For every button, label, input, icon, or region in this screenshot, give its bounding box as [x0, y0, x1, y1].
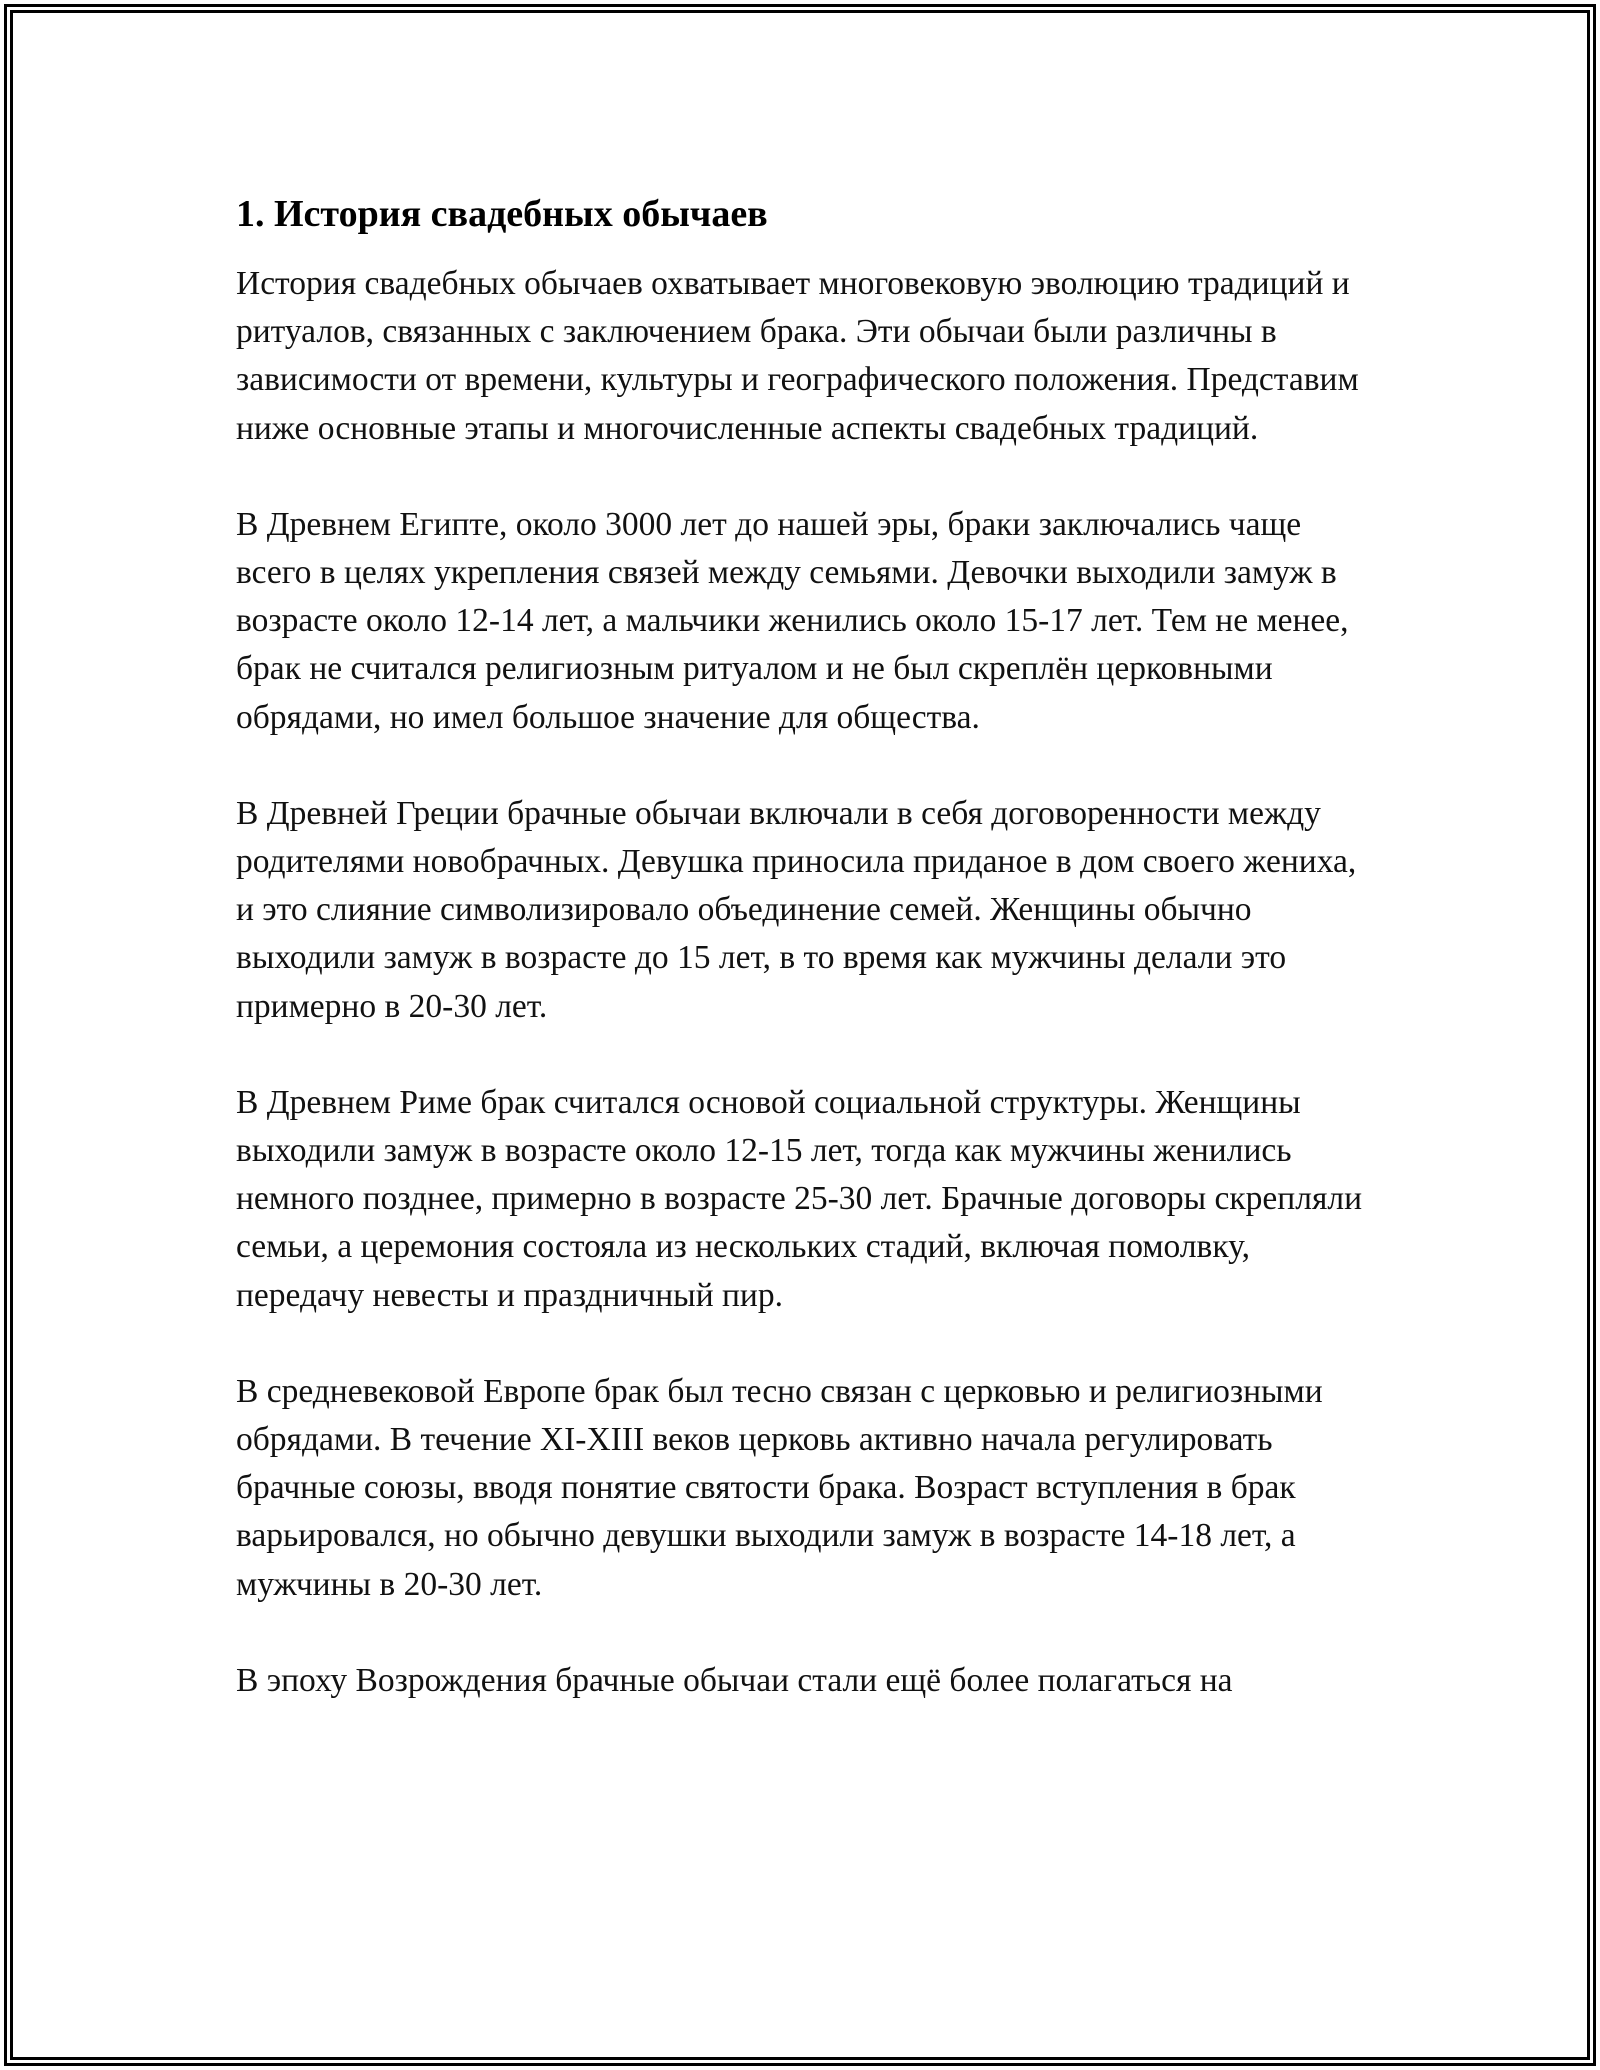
paragraph-renaissance: В эпоху Возрождения брачные обычаи стали ещё более полагаться на — [236, 1661, 1233, 1699]
section-heading: 1. История свадебных обычаев — [236, 193, 768, 235]
paragraph-intro: История свадебных обычаев охватывает многовековую эволюцию традиций и ритуалов, связанных с заключением брака. Эти обычаи были различны в зависимости от времени, культуры и географического положения. Представим ниже основные этапы и многочисленные аспекты свадебных традиций. — [236, 265, 1359, 447]
document-body — [236, 186, 1376, 1753]
paragraph-ancient-rome: В Древнем Риме брак считался основой социальной структуры. Женщины выходили замуж в возрасте около 12-15 лет, тогда как мужчины женились немного позднее, примерно в возрасте 25-30 лет. Брачные договоры скрепляли семьи, а церемония состояла из нескольких стадий, включая помолвку, передачу невесты и праздничный пир. — [236, 1083, 1362, 1314]
paragraph-ancient-greece: В Древней Греции брачные обычаи включали в себя договоренности между родителями новобрачных. Девушка приносила приданое в дом своего жениха, и это слияние символизировало объединение семей. Женщины обычно выходили замуж в возрасте до 15 лет, в то время как мужчины делали это примерно в 20-30 лет. — [236, 794, 1357, 1025]
paragraph-ancient-egypt: В Древнем Египте, около 3000 лет до нашей эры, браки заключались чаще всего в целях укрепления связей между семьями. Девочки выходили замуж в возрасте около 12-14 лет, а мальчики женились около 15-17 лет. Тем не менее, брак не считался религиозным ритуалом и не был скреплён церковными обрядами, но имел большое значение для общества. — [236, 505, 1349, 736]
paragraph-medieval-europe: В средневековой Европе брак был тесно связан с церковью и религиозными обрядами. В течение XI-XIII веков церковь активно начала регулировать брачные союзы, вводя понятие святости брака. Возраст вступления в брак варьировался, но обычно девушки выходили замуж в возрасте 14-18 лет, а мужчины в 20-30 лет. — [236, 1372, 1323, 1603]
